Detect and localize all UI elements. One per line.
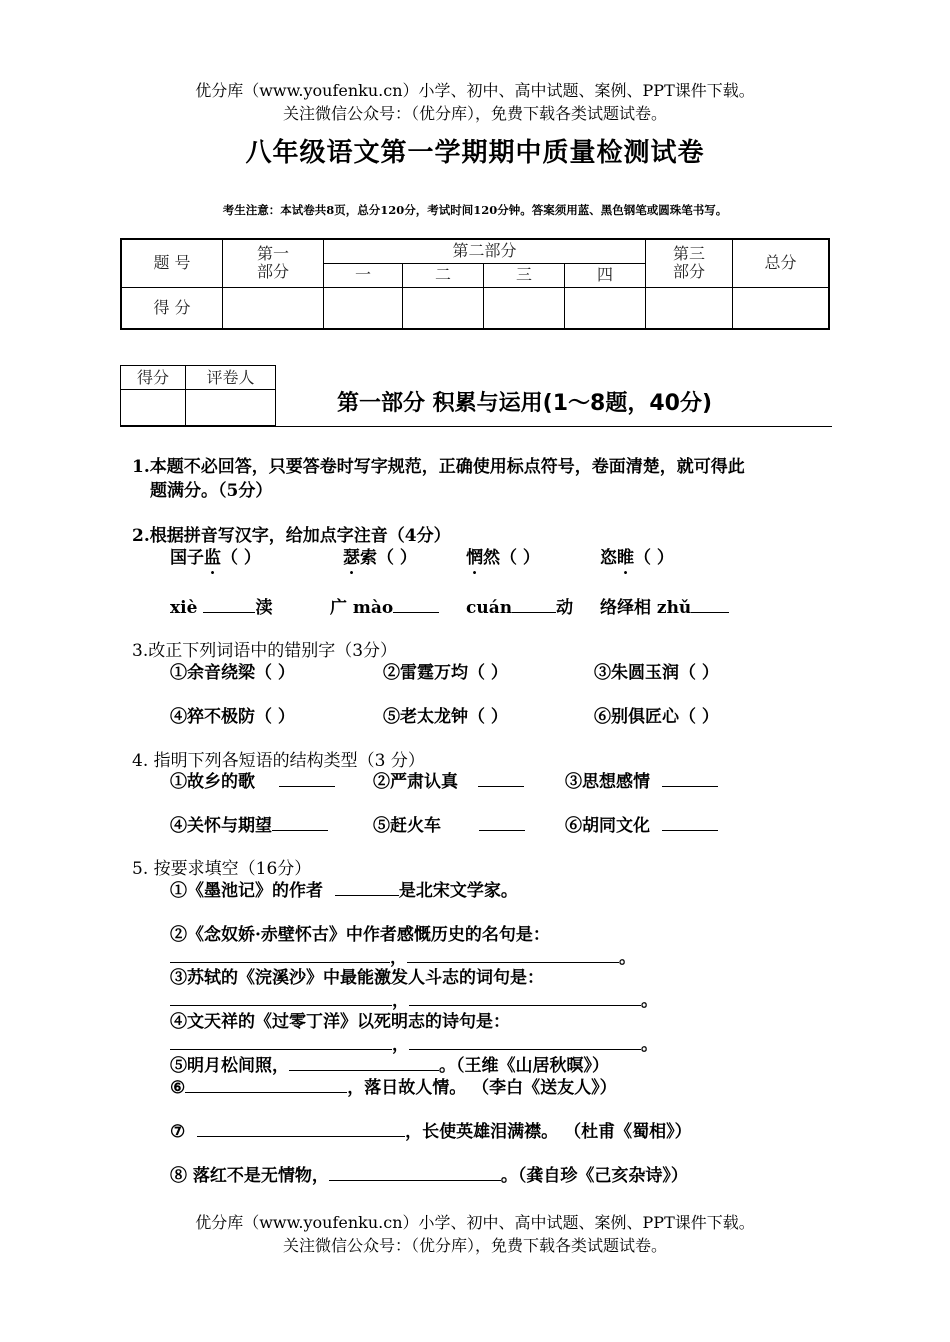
page-title: 八年级语文第一学期期中质量检测试卷	[245, 138, 705, 168]
q2-pinyin-3-b: 动	[556, 598, 574, 618]
q5-item-5-b: 。（王维《山居秋暝》）	[439, 1056, 609, 1076]
q3-title: 3.改正下列词语中的错别字（3分）	[132, 641, 398, 661]
blank[interactable]	[691, 596, 729, 613]
section1-title: 第一部分 积累与运用(1～8题，40分)	[337, 391, 712, 416]
q5-item-1-b: 是北宋文学家。	[398, 881, 518, 901]
grader-defen-label: 得分	[121, 366, 186, 390]
q5-title: 5. 按要求填空（16分）	[132, 859, 312, 879]
q3-item-6: ⑥别俱匠心（ ）	[594, 707, 719, 727]
blank[interactable]	[185, 1076, 347, 1093]
q5-item-7-a: ⑦	[170, 1122, 186, 1142]
q2-item-1-dot: 监	[204, 548, 221, 568]
q3-item-4: ④猝不极防（ ）	[170, 707, 295, 727]
q5-item-2: ②《念奴娇·赤壁怀古》中作者感慨历史的名句是：	[170, 925, 550, 945]
q2-item-3	[466, 543, 540, 568]
score-sub-1: 一	[324, 263, 403, 287]
score-header-tihao: 题 号	[121, 239, 223, 287]
q2-pinyin-1-b: 渎	[255, 598, 273, 618]
q2-item-4	[600, 543, 674, 568]
q4-item-4	[170, 811, 328, 836]
q2-pinyin-3-a: cuán	[466, 598, 513, 618]
q5-item-3: ③苏轼的《浣溪沙》中最能激发人斗志的词句是：	[170, 968, 544, 988]
blank[interactable]	[272, 814, 328, 831]
punct: ，	[390, 948, 407, 968]
score-cell[interactable]	[646, 287, 733, 329]
footer-line-2: 关注微信公众号：（优分库），免费下载各类试题试卷。	[282, 1236, 667, 1255]
q5-item-5-a: ⑤明月松间照，	[170, 1056, 289, 1076]
blank[interactable]	[409, 1033, 641, 1050]
grader-box	[120, 365, 276, 426]
q1-line-1: 1.本题不必回答，只要答卷时写字规范，正确使用标点符号，卷面清楚，就可得此	[132, 457, 745, 477]
q2-item-4-pre: 恣	[600, 548, 617, 568]
q5-item-6-a: ⑥	[170, 1078, 186, 1098]
score-cell[interactable]	[403, 287, 484, 329]
q4-item-5-text: ⑤赶火车	[373, 816, 441, 836]
blank[interactable]	[197, 1120, 405, 1137]
score-header-part1: 第一 部分	[223, 239, 324, 287]
score-header-total: 总分	[733, 239, 830, 287]
q5-item-1	[170, 876, 518, 901]
q3-item-3: ③朱圆玉润（ ）	[594, 663, 719, 683]
q4-item-2	[373, 767, 524, 792]
q2-item-4-post: （ ）	[634, 548, 674, 568]
q2-pinyin-1-a: xiè	[170, 598, 198, 618]
q2-pinyin-4-a: 络绎相 zhǔ	[600, 598, 692, 618]
grader-score-cell[interactable]	[121, 390, 186, 426]
exam-notice: 考生注意：本试卷共8页，总分120分，考试时间120分钟。答案须用蓝、黑色钢笔或圆珠笔书写。	[222, 203, 728, 217]
q2-pinyin-3	[466, 593, 573, 618]
q2-item-2	[343, 543, 417, 568]
q5-item-6	[170, 1073, 617, 1098]
q5-item-8-b: 。（龚自珍《己亥杂诗》）	[500, 1166, 688, 1186]
section-divider	[120, 426, 832, 427]
blank[interactable]	[279, 770, 335, 787]
punct: 。	[641, 991, 658, 1011]
blank[interactable]	[662, 814, 718, 831]
q5-item-4: ④文天祥的《过零丁洋》以死明志的诗句是：	[170, 1012, 510, 1032]
blank[interactable]	[170, 989, 392, 1006]
q2-item-3-post: 然（ ）	[483, 548, 540, 568]
q2-pinyin-2-a: 广 mào	[330, 598, 394, 618]
q5-item-6-b: ，落日故人情。 （李白《送友人》）	[347, 1078, 617, 1098]
score-sub-2: 二	[403, 263, 484, 287]
footer-line-1: 优分库（www.youfenku.cn）小学、初中、高中试题、案例、PPT课件下载。	[195, 1213, 755, 1232]
score-cell[interactable]	[223, 287, 324, 329]
q4-item-1-text: ①故乡的歌	[170, 772, 255, 792]
q5-item-7-b: ，长使英雄泪满襟。 （杜甫《蜀相》）	[405, 1122, 692, 1142]
q5-item-1-a: ①《墨池记》的作者	[170, 881, 323, 901]
grader-pingjuanren-label: 评卷人	[186, 366, 276, 390]
blank[interactable]	[289, 1054, 439, 1071]
q2-item-3-dot: 惘	[466, 548, 483, 568]
score-cell[interactable]	[484, 287, 565, 329]
q4-item-2-text: ②严肃认真	[373, 772, 458, 792]
q2-item-1-post: （ ）	[221, 548, 261, 568]
q4-item-6	[565, 811, 718, 836]
score-cell[interactable]	[733, 287, 830, 329]
q2-pinyin-4	[600, 593, 729, 618]
punct: ，	[392, 991, 409, 1011]
q4-item-3	[565, 767, 718, 792]
q5-item-8	[170, 1161, 688, 1186]
q2-pinyin-1	[170, 593, 272, 618]
blank[interactable]	[479, 814, 525, 831]
q1-line-2: 题满分。（5分）	[150, 481, 273, 501]
q3-item-2: ②雷霆万均（ ）	[383, 663, 508, 683]
q2-item-1	[170, 543, 261, 568]
blank[interactable]	[407, 946, 619, 963]
q4-item-5	[373, 811, 525, 836]
q5-item-8-a: ⑧ 落红不是无情物，	[170, 1166, 329, 1186]
score-header-part2: 第二部分	[324, 239, 646, 263]
score-header-part3: 第三 部分	[646, 239, 733, 287]
blank[interactable]	[335, 879, 399, 896]
grader-name-cell[interactable]	[186, 390, 276, 426]
q2-item-2-post: 索（ ）	[360, 548, 417, 568]
score-cell[interactable]	[324, 287, 403, 329]
header-line-2: 关注微信公众号：（优分库），免费下载各类试题试卷。	[282, 104, 667, 123]
q2-item-4-dot: 睢	[617, 548, 634, 568]
q2-item-1-pre: 国子	[170, 548, 204, 568]
blank[interactable]	[512, 596, 556, 613]
blank[interactable]	[478, 770, 524, 787]
score-row-defen: 得 分	[121, 287, 223, 329]
q5-item-7	[170, 1117, 692, 1142]
score-table	[120, 238, 830, 330]
punct: ，	[392, 1035, 409, 1055]
q4-title: 4. 指明下列各短语的结构类型（3 分）	[132, 751, 425, 771]
score-sub-3: 三	[484, 263, 565, 287]
q3-item-1: ①余音绕梁（ ）	[170, 663, 295, 683]
q4-item-4-text: ④关怀与期望	[170, 816, 272, 836]
q4-item-3-text: ③思想感情	[565, 772, 650, 792]
blank[interactable]	[329, 1164, 501, 1181]
blank[interactable]	[409, 989, 641, 1006]
q2-item-2-dot: 瑟	[343, 548, 360, 568]
q4-item-1	[170, 767, 335, 792]
q2-pinyin-2	[330, 593, 439, 618]
q2-title: 2.根据拼音写汉字，给加点字注音（4分）	[132, 526, 451, 546]
punct: 。	[641, 1035, 658, 1055]
q3-item-5: ⑤老太龙钟（ ）	[383, 707, 508, 727]
score-sub-4: 四	[565, 263, 646, 287]
blank[interactable]	[393, 596, 439, 613]
blank[interactable]	[203, 596, 255, 613]
score-cell[interactable]	[565, 287, 646, 329]
blank[interactable]	[170, 946, 390, 963]
blank[interactable]	[170, 1033, 392, 1050]
punct: 。	[619, 948, 636, 968]
blank[interactable]	[662, 770, 718, 787]
q4-item-6-text: ⑥胡同文化	[565, 816, 650, 836]
header-line-1: 优分库（www.youfenku.cn）小学、初中、高中试题、案例、PPT课件下载。	[195, 81, 755, 100]
